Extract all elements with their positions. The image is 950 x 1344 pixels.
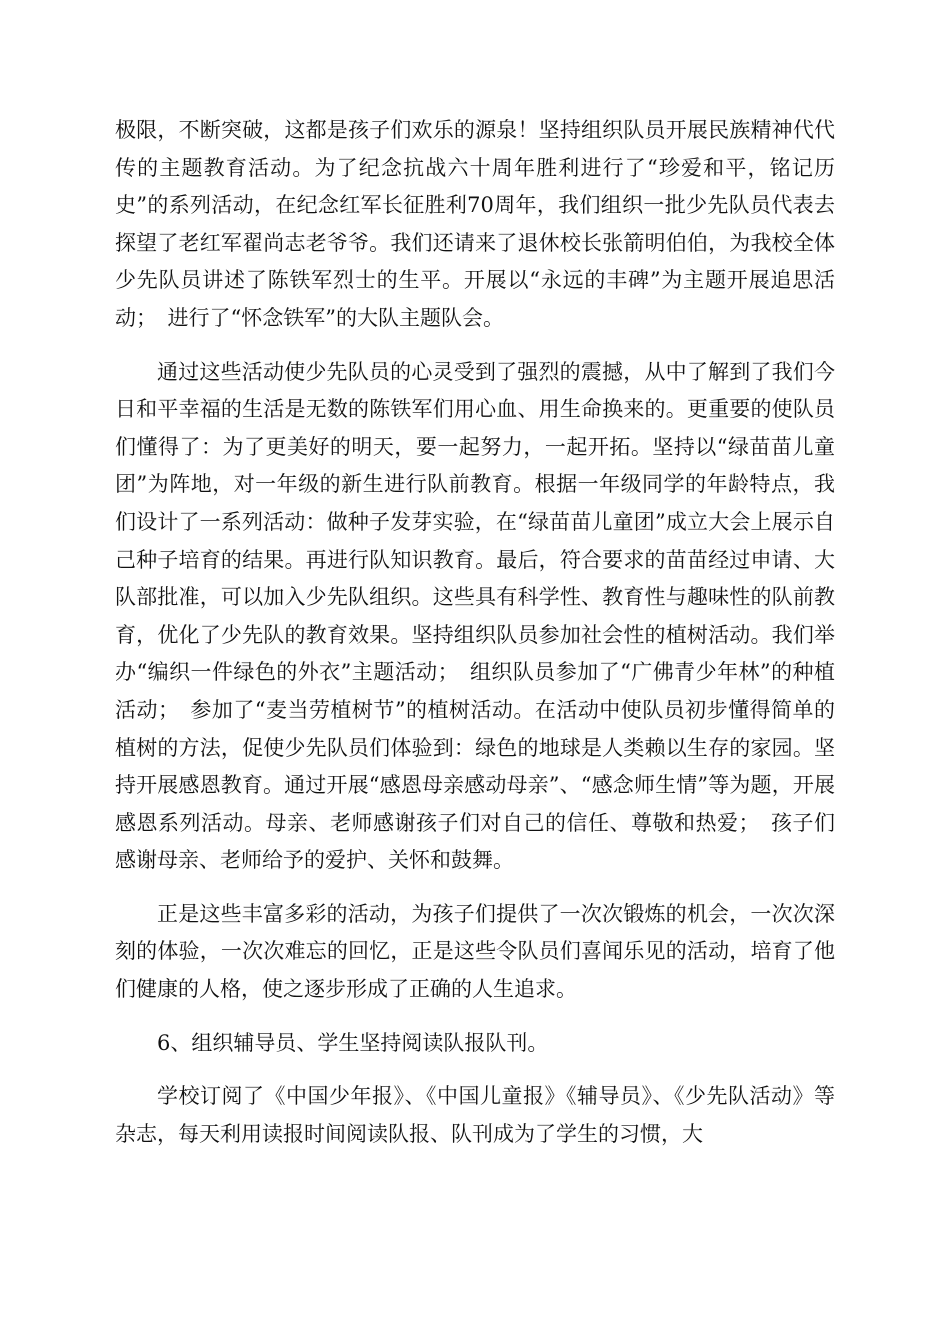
paragraph-summary: 正是这些丰富多彩的活动，为孩子们提供了一次次锻炼的机会，一次次深刻的体验，一次次难忘的回忆，正是这些令队员们喜闻乐见的活动，培育了他们健康的人格，使之逐步形成了正确的人生追求。: [115, 901, 835, 1002]
document-page: [115, 112, 835, 1153]
paragraph-activities-impact: 通过这些活动使少先队员的心灵受到了强烈的震撼，从中了解到了我们今日和平幸福的生活是无数的陈铁军们用心血、用生命换来的。更重要的使队员们懂得了：为了更美好的明天，要一起努力，一起开拓。坚持以“绿苗苗儿童团”为阵地，对一年级的新生进行队前教育。根据一年级同学的年龄特点，我们设计了一系列活动：做种子发芽实验，在“绿苗苗儿童团”成立大会上展示自己种子培育的结果。再进行队知识教育。最后，符合要求的苗苗经过申请、大队部批准，可以加入少先队组织。这些具有科学性、教育性与趣味性的队前教育，优化了少先队的教育效果。坚持组织队员参加社会性的植树活动。我们举办“编织一件绿色的外衣”主题活动； 组织队员参加了“广佛青少年林”的种植活动； 参加了“麦当劳植树节”的植树活动。在活动中使队员初步懂得简单的植树的方法，促使少先队员们体验到：绿色的地球是人类赖以生存的家园。坚持开展感恩教育。通过开展“感恩母亲感动母亲”、“感念师生情”等为题，开展感恩系列活动。母亲、老师感谢孩子们对自己的信任、尊敬和热爱； 孩子们感谢母亲、老师给予的爱护、关怀和鼓舞。: [115, 359, 835, 873]
paragraph-newspapers: 学校订阅了《中国少年报》、《中国儿童报》《辅导员》、《少先队活动》等杂志，每天利用读报时间阅读队报、队刊成为了学生的习惯，大: [115, 1084, 835, 1146]
section-heading-6: 6、组织辅导员、学生坚持阅读队报队刊。: [157, 1030, 549, 1055]
paragraph-continuation: 极限，不断突破，这都是孩子们欢乐的源泉！坚持组织队员开展民族精神代代传的主题教育活动。为了纪念抗战六十周年胜利进行了“珍爱和平，铭记历史”的系列活动，在纪念红军长征胜利70周年，我们组织一批少先队员代表去探望了老红军翟尚志老爷爷。我们还请来了退休校长张箭明伯伯，为我校全体少先队员讲述了陈铁军烈士的生平。开展以“永远的丰碑”为主题开展追思活动； 进行了“怀念铁军”的大队主题队会。: [115, 118, 835, 330]
